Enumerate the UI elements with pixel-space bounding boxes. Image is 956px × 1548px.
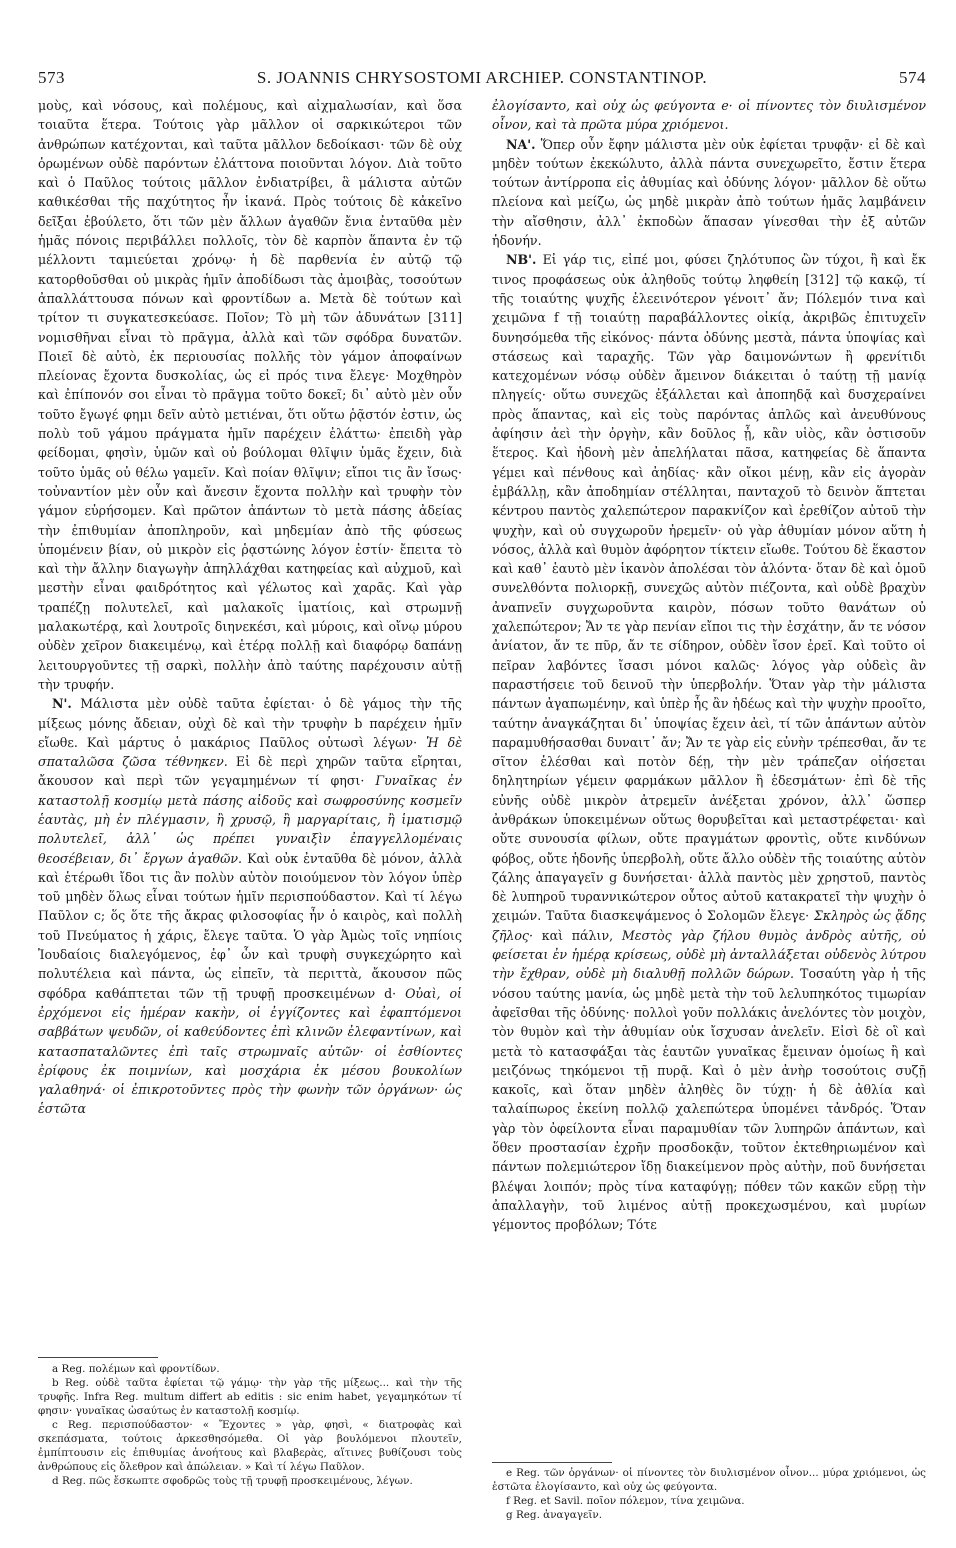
footnote-f: f Reg. et Savil. ποῖον πόλεμον, τίνα χειμῶνα. — [506, 1495, 745, 1507]
right-text-1: Ὅπερ οὖν ἔφην μάλιστα μὲν οὐκ ἐφίεται τρυφᾷν· εἰ δὲ καὶ μηδὲν τούτων ἐκεκώλυτο, ἀλλὰ πάντα συνεχωρεῖτο, ἔστιν ἕτερα τούτων ἀντίρροπα εἰς ἀθυμίας καὶ ὀδύνης λόγον· μᾶλλον δὲ οὕτω πλείονα καὶ μείζω, ὡς μηδὲ μικρὰν ἀπὸ τούτων ἡμᾶς λαμβάνειν τὴν αἴσθησιν, ἀλλ᾽ ἐκποδὼν ἅπασαν γίνεσθαι τὴν ἐξ αὐτῶν ἡδονήν. — [492, 136, 926, 249]
right-paragraph-1 — [492, 135, 926, 251]
right-paragraph-0: ἐλογίσαντο, καὶ οὐχ ὡς φεύγοντα e· οἱ πίνοντες τὸν διυλισμένον οἶνον, καὶ τὰ πρῶτα μύρα χριόμενοι. — [492, 98, 926, 133]
right-text-2c: Τοσαύτη γὰρ ἡ τῆς νόσου ταύτης μανία, ὡς μηδὲ μετὰ τὴν τοῦ λελυπηκότος τιμωρίαν ἀφεῖσθαι τῆς ὀδύνης· πολλοὶ γοῦν πολλάκις ἀνελόντες τὸν μοιχὸν, τὸν θυμὸν καὶ τὴν ἀθυμίαν οὐκ ἴσχυσαν ἀνελεῖν. Εἰσὶ δὲ οἳ καὶ μετὰ τὸ κατασφάξαι τὰς ἑαυτῶν γυναῖκας ἔμειναν ὁμοίως ἢ καὶ μειζόνως τηκόμενοι τῇ πυρᾷ. Καὶ ὁ μὲν ἀνὴρ τοσούτοις συζῇ κακοῖς, καὶ ὅταν μηδὲν ἀληθὲς ὂν τύχῃ· ἡ δὲ ἀθλία καὶ ταλαίπωρος ἐκείνη πολλῷ χαλεπώτερα ὑπομένει τἀνδρός. Ὅταν γὰρ τὸν ὀφείλοντα εἶναι παραμυθίαν τῶν λυπηρῶν ἁπάντων, καὶ ὅθεν προστασίαν ἐχρῆν προσδοκᾷν, τοῦτον ἐκτεθηριωμένον καὶ πάντων πολεμιώτερον ἴδῃ διακείμενον πρὸς αὐτὴν, ποῦ δυνήσεται βλέψαι λοιπόν; πρὸς τίνα καταφύγῃ; πόθεν τῶν κακῶν εὕρῃ τὴν ἀπαλλαγὴν, τοῦ λιμένος αὐτῇ προκεχωσμένου, καὶ μυρίων γέμοντος προβόλων; Τότε — [492, 966, 926, 1233]
left-paragraph-1: μοὺς, καὶ νόσους, καὶ πολέμους, καὶ αἰχμαλωσίαν, καὶ ὅσα τοιαῦτα ἕτερα. Τούτοις γὰρ μᾶλλον οἱ σαρκικώτεροι τῶν ἀνθρώπων κατέχονται, καὶ ταῦτα μᾶλλον δεδοίκασι· τῶν δὲ οὐχ ὁρωμένων οὐδὲ παρόντων ἐλάττονα ποιοῦνται λόγον. Διὰ τοῦτο καὶ ὁ Παῦλος τούτοις μᾶλλον ἐνδιατρίβει, ἃ μάλιστα αὐτῶν καθικέσθαι τῆς παχύτητος ἦν ἱκανά. Πρὸς τούτοις δὲ κἀκεῖνο δεῖξαι ἐβούλετο, ὅτι τῶν μὲν ἄλλων ἀγαθῶν ἔνια ἐνταῦθα μὲν ἡμᾶς πόνοις περιβάλλει πολλοῖς, τὸν δὲ καρπὸν ἅπαντα ἐν τῷ μέλλοντι ταμιεύεται χρόνῳ· ἡ δὲ παρθενία ἐν αὐτῷ τῷ κατορθοῦσθαι οὐ μικρὰς ἡμῖν ἀποδίδωσι τὰς ἀμοιβὰς, τοσούτων ἀπαλλάττουσα πόνων καὶ φροντίδων a. Μετὰ δὲ τούτων καὶ τρίτον τι συγκατεσκεύασε. Ποῖον; Τὸ μὴ τῶν ἀδυνάτων [311] νομισθῆναι εἶναι τὸ πρᾶγμα, ἀλλὰ καὶ τῶν σφόδρα δυνατῶν. Ποιεῖ δὲ αὐτὸ, ἐκ περιουσίας πολλῆς τὸν γάμον ἀποφαίνων πλείονας ἔχοντα δυσκολίας, ὡς εἰ πρός τινα ἔλεγε· Μοχθηρὸν καὶ ἐπίπονόν σοι εἶναι τὸ πρᾶγμα τοῦτο δοκεῖ; δι᾽ αὐτὸ μὲν οὖν τοῦτο ἔγωγέ φημι δεῖν αὐτὸ μετιέναι, ὅτι οὕτω ῥᾷστόν ἐστιν, ὡς πολὺ τοῦ γάμου πράγματα ἡμῖν παρέχειν ἐλάττω· ἐπειδὴ γὰρ φείδομαι, φησὶν, ὑμῶν καὶ οὐ βούλομαι θλῖψιν ὑμᾶς ἔχειν, διὰ τοῦτο ὑμᾶς οὐ θέλω γαμεῖν. Καὶ ποίαν θλῖψιν; εἴποι τις ἂν ἴσως· τοὐναντίον μὲν οὖν καὶ ἄνεσιν ἔχοντα πολλὴν καὶ τρυφὴν τὸν γάμον εὑρήσομεν. Καὶ πρῶτον ἁπάντων τὸ μετὰ πάσης ἀδείας τὴν ἐπιθυμίαν ἀποπληροῦν, καὶ μηδεμίαν ἀπὸ τῆς φύσεως ὑπομένειν βίαν, οὐ μικρὸν εἰς ῥᾳστώνης λόγον ἐστίν· ἔπειτα τὸ καὶ τὴν ἄλλην διαγωγὴν ἀπηλλάχθαι κατηφείας καὶ αὐχμοῦ, καὶ μεστὴν εἶναι φαιδρότητος καὶ γέλωτος καὶ χαρᾶς. Καὶ γὰρ τραπέζῃ πολυτελεῖ, καὶ μαλακοῖς ἱματίοις, καὶ στρωμνῇ μαλακωτέρᾳ, καὶ λουτροῖς διηνεκέσι, καὶ μύροις, καὶ οἴνῳ μύρου οὐδὲν χεῖρον διακειμένῳ, καὶ ἑτέρᾳ πολλῇ καὶ διαφόρῳ δαπάνῃ λειτουργοῦντες τῇ σαρκὶ, πολλὴν ἀπὸ ταύτης παρέχουσιν αὐτῇ τὴν τρυφήν. — [38, 98, 462, 692]
left-text-2b: Εἰ δὲ περὶ χηρῶν ταῦτα εἴρηται, ἄκουσον καὶ περὶ τῶν γεγαμημένων τί φησι· — [38, 754, 462, 789]
section-number-na: ΝΑ'. — [506, 136, 536, 152]
left-quote-3: Οὐαὶ, οἱ ἐρχόμενοι εἰς ἡμέραν κακὴν, οἱ ἐγγίζοντες καὶ ἐφαπτόμενοι σαββάτων ψευδῶν, οἱ καθεύδοντες ἐπὶ κλινῶν ἐλεφαντίνων, καὶ κατασπαταλῶντες ἐπὶ ταῖς στρωμναῖς αὐτῶν· οἱ ἐσθίοντες ἐρίφους ἐκ ποιμνίων, καὶ μοσχάρια ἐκ μέσου βουκολίων γαλαθηνά· οἱ ἐπικροτοῦντες πρὸς τὴν φωνὴν τῶν ὀργάνων· ὡς ἑστῶτα — [38, 985, 462, 1117]
right-quote-1: Σκληρὸς ὡς ᾅδης ζῆλος· — [492, 908, 926, 943]
left-column — [38, 96, 462, 1119]
left-quote-1: Ἡ δὲ σπαταλῶσα ζῶσα τέθνηκεν. — [38, 734, 462, 770]
right-column — [492, 96, 926, 1235]
footnote-b: b Reg. οὐδὲ ταῦτα ἐφίεται τῷ γάμῳ· τὴν γὰρ τῆς μίξεως... καὶ τὴν τῆς τρυφῆς. Infra Reg. multum differt ab editis : sic enim habet, γεγαμηκότων τί φησιν· γυναῖκας ὡσαύτως ἐν καταστολῇ κοσμίῳ. — [38, 1377, 462, 1417]
footnote-rule-left — [38, 1357, 158, 1358]
right-text-2a: Εἰ γάρ τις, εἰπέ μοι, φύσει ζηλότυπος ὢν τύχοι, ἢ καὶ ἔκ τινος προφάσεως οὐκ ἀληθοῦς τούτῳ ληφθείη [312] τῷ κακῷ, τί τῆς τοιαύτης ψυχῆς ἐλεεινότερον γένοιτ᾽ ἄν; Πόλεμόν τινα καὶ χειμῶνα f τῇ τοιαύτῃ παραβάλλοντες οἰκίᾳ, ἀκριβῶς ἐπιτυχεῖν δυνησόμεθα τῆς εἰκόνος· πάντα ὀδύνης μεστὰ, πάντα ὑποψίας καὶ στάσεως καὶ ταραχῆς. Τῶν γὰρ δαιμονώντων ἢ φρενίτιδι κατεχομένων νόσῳ οὐδὲν ἄμεινον διάκειται ὁ ταύτῃ τῇ μανίᾳ πληγείς· οὕτω συνεχῶς ἐξάλλεται καὶ ἀποπηδᾷ καὶ δυσχεραίνει πρὸς ἅπαντας, καὶ εἰς τοὺς παρόντας ἁπλῶς καὶ ἀνευθύνους ἀφίησιν ἀεὶ τὴν ὀργὴν, κἂν δοῦλος ᾖ, κἂν υἱὸς, κἂν ὁστισοῦν ἕτερος. Καὶ ἡδονὴ μὲν ἀπελήλαται πᾶσα, κατηφείας δὲ ἅπαντα γέμει καὶ πένθους καὶ ἀηδίας· κἂν οἴκοι μένῃ, κἂν εἰς ἀγορὰν ἐμβάλλῃ, κἂν ἀποδημίαν στέλληται, πανταχοῦ τὸ δεινὸν ἅπτεται κέντρου παντὸς χαλεπώτερον παρακνίζον καὶ ἐρεθίζον αὐτοῦ τὴν ψυχὴν, καὶ οὐ συγχωροῦν ἠρεμεῖν· οὐ γὰρ ἀθυμίαν μόνον αὕτη ἡ νόσος, ἀλλὰ καὶ θυμὸν ἀφόρητον τίκτειν εἴωθε. Τούτου δὲ ἕκαστον καὶ καθ᾽ ἑαυτὸ μὲν ἱκανὸν ἀπολέσαι τὸν ἁλόντα· ὅταν δὲ καὶ ὁμοῦ συνελθόντα πολιορκῇ, συνεχῶς αὐτὸν πιέζοντα, καὶ οὐδὲ βραχὺν ἀναπνεῖν συγχωροῦντα καιρὸν, πόσων τοῦτο θανάτων οὐ χαλεπώτερον; Ἄν τε γὰρ πενίαν εἴποι τις τὴν ἐσχάτην, ἄν τε νόσον ἀνίατον, ἄν τε πῦρ, ἄν τε σίδηρον, οὐδὲν ἴσον ἐρεῖ. Καὶ τοῦτο οἱ πεῖραν λαβόντες ἴσασι μόνοι καλῶς· λόγος γὰρ οὐδεὶς ἂν παραστήσειε τοῦ δεινοῦ τὴν ὑπερβολήν. Ὅταν γὰρ τὴν μάλιστα πάντων ἀγαπωμένην, καὶ ὑπὲρ ἧς ἂν ἡδέως καὶ τὴν ψυχὴν προοῖτο, ταύτην ἀναγκάζηται δι᾽ ὑποψίας ἔχειν ἀεὶ, τί τῶν ἁπάντων αὐτὸν παραμυθήσασθαι δυναιτ᾽ ἄν; Ἄν τε γὰρ εἰς εὐνὴν τρέπεσθαι, ἄν τε σῖτον ἑλέσθαι καὶ ποτὸν δέῃ, τὴν μὲν τράπεζαν οἰήσεται δηλητηρίων γέμειν φαρμάκων μᾶλλον ἢ ἐδεσμάτων· ἐπὶ δὲ τῆς εὐνῆς οὐδὲ μικρὸν ἀτρεμεῖν ἀνέξεται χρόνον, ἀλλ᾽ ὥσπερ ἀνθράκων ὑποκειμένων οὕτως θορυβεῖται καὶ μεταστρέφεται· καὶ οὔτε συνουσία φίλων, οὔτε πραγμάτων φροντὶς, οὔτε κινδύνων φόβος, οὔτε ἡδονῆς ὑπερβολὴ, οὔτε ἄλλο οὐδὲν τῆς τοιαύτης αὐτὸν ζάλης ἀπαγαγεῖν g δυνήσεται· ἀλλὰ παντὸς μὲν χρηστοῦ, παντὸς δὲ λυπηροῦ τυραννικώτερον οὗτος αὐτοῦ κατακρατεῖ τὴν ψυχὴν ὁ χειμών. Ταῦτα διασκεψάμενος ὁ Σολομῶν ἔλεγε· — [492, 252, 926, 924]
footnote-a: a Reg. πολέμων καὶ φροντίδων. — [52, 1363, 220, 1375]
left-paragraph-2 — [38, 694, 462, 1119]
right-quote-2: Μεστὸς γὰρ ζήλου θυμὸς ἀνδρὸς αὐτῆς, οὐ φείσεται ἐν ἡμέρᾳ κρίσεως, οὐδὲ μὴ ἀνταλλάξεται οὐδενὸς λύτρου τὴν ἔχθραν, οὐδὲ μὴ διαλυθῇ πολλῶν δώρων. — [492, 927, 926, 982]
left-text-2a: Μάλιστα μὲν οὐδὲ ταῦτα ἐφίεται· ὁ δὲ γάμος τὴν τῆς μίξεως μόνης ἄδειαν, οὐχὶ δὲ καὶ τὴν τρυφὴν b παρέχειν ἡμῖν εἴωθε. Καὶ μάρτυς ὁ μακάριος Παῦλος οὑτωσὶ λέγων· — [38, 696, 462, 750]
left-text-2c: Καὶ οὐκ ἐνταῦθα δὲ μόνον, ἀλλὰ καὶ ἑτέρωθι ἴδοι τις ἂν πολὺν αὐτὸν ποιούμενον τὸν λόγον ὑπὲρ τοῦ μηδὲν ὅλως εἶναι τούτων ἡμῖν περισπούδαστον. Καὶ τί λέγω Παῦλον c; ὅς ὅτε τῆς ἄκρας φιλοσοφίας ἦν ὁ καιρὸς, καὶ πολλὴ τοῦ Πνεύματος ἡ χάρις, ἔλεγε ταῦτα. Ὁ γὰρ Ἀμὼς τοῖς νηπίοις Ἰουδαίοις διαλεγόμενος, ἐφ᾽ ὧν καὶ τρυφὴ συγκεχώρητο καὶ πολυτέλεια καὶ πάντα, ὡς εἰπεῖν, τὰ περιττὰ, ἄκουσον πῶς σφόδρα καθάπτεται τῶν τῇ τρυφῇ προσκειμένων d· — [38, 850, 462, 1001]
running-header — [38, 68, 926, 94]
running-head-title: S. JOANNIS CHRYSOSTOMI ARCHIEP. CONSTANTINOP. — [256, 68, 708, 87]
section-number-n: N'. — [52, 696, 72, 712]
section-number-nb: ΝΒ'. — [506, 252, 537, 268]
left-quote-2: Γυναῖκας ἐν καταστολῇ κοσμίῳ μετὰ πάσης αἰδοῦς καὶ σωφροσύνης κοσμεῖν ἑαυτὰς, μὴ ἐν πλέγμασιν, ἢ χρυσῷ, ἢ μαργαρίταις, ἢ ἱματισμῷ πολυτελεῖ, ἀλλ᾽ ὡς πρέπει γυναιξὶν ἐπαγγελλομέναις θεοσέβειαν, δι᾽ ἔργων ἀγαθῶν. — [38, 773, 462, 866]
footnote-e: e Reg. τῶν ὀργάνων· οἱ πίνοντες τὸν διυλισμένον οἶνον... μύρα χριόμενοι, ὡς ἑστῶτα ἐλογίσαντο, καὶ οὐχ ὡς φεύγοντα. — [492, 1467, 926, 1493]
right-paragraph-2 — [492, 250, 926, 1234]
right-text-2b: καὶ πάλιν, — [541, 927, 614, 943]
footnotes-left — [38, 1362, 462, 1488]
footnotes-right — [492, 1466, 926, 1522]
footnote-d: d Reg. πῶς ἔσκωπτε σφοδρῶς τοὺς τῇ τρυφῇ προσκειμένους, λέγων. — [52, 1475, 413, 1487]
page-number-left: 573 — [38, 68, 65, 87]
page-number-right: 574 — [899, 68, 926, 87]
footnote-c: c Reg. περισπούδαστον· « Ἔχοντες » γὰρ, φησὶ, « διατροφὰς καὶ σκεπάσματα, τούτοις ἀρκεσθησόμεθα. Οἱ γὰρ βουλόμενοι πλουτεῖν, ἐμπίπτουσιν εἰς ἐπιθυμίας ἀνοήτους καὶ βλαβερὰς, αἵτινες βυθίζουσι τοὺς ἀνθρώπους εἰς ὄλεθρον καὶ ἀπώλειαν. » Καὶ τί λέγω Παῦλον. — [38, 1419, 462, 1473]
footnote-g: g Reg. ἀναγαγεῖν. — [506, 1509, 603, 1521]
footnote-rule-right — [492, 1462, 612, 1463]
